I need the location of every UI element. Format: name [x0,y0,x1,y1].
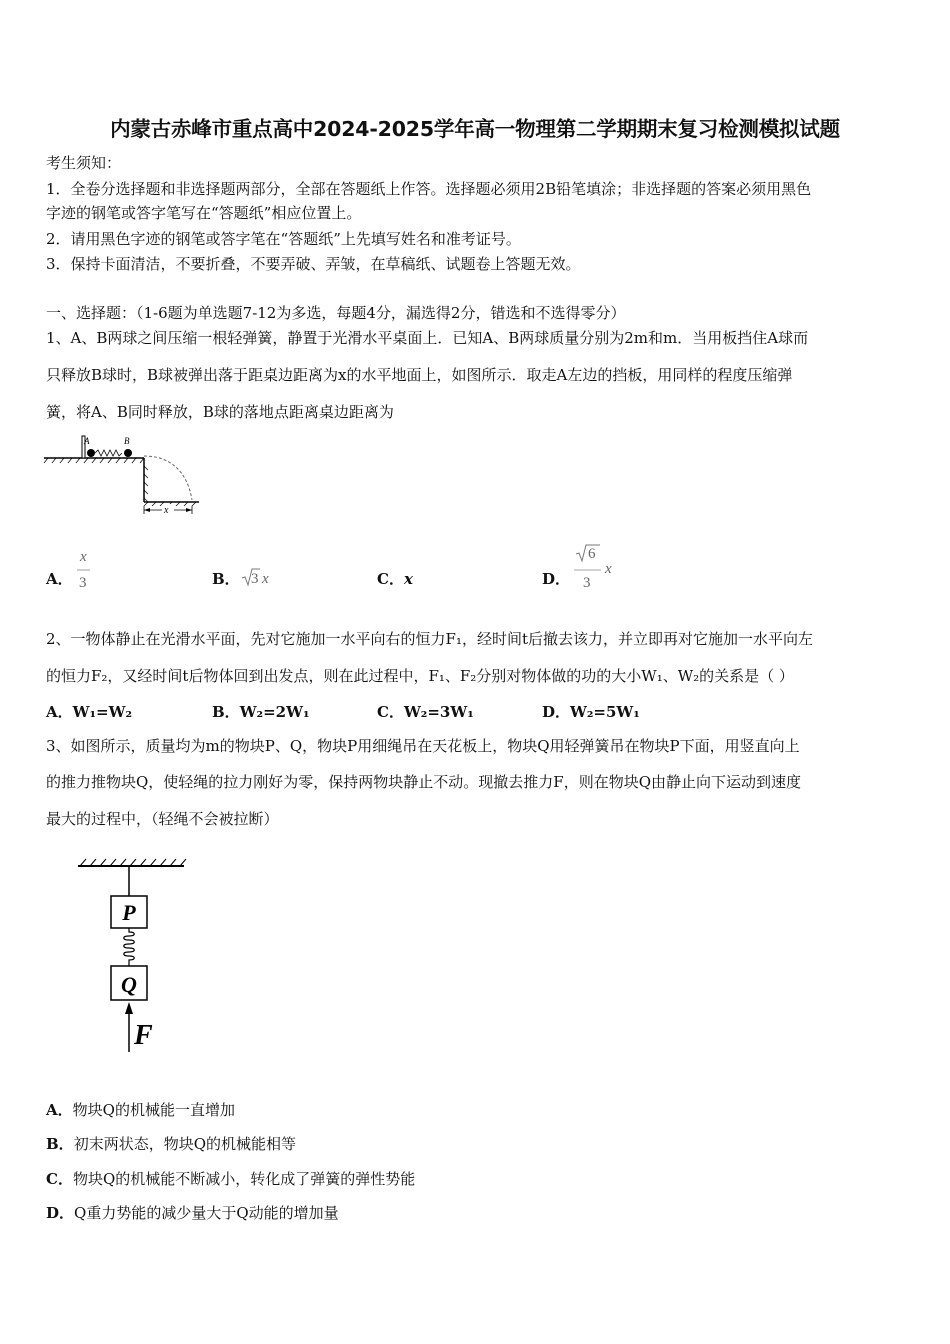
option-letter: D． [46,1204,75,1222]
notice-heading: 考生须知： [46,154,122,172]
notice-item: 1．全卷分选择题和非选择题两部分，全部在答题纸上作答。选择题必须用2B铅笔填涂；非选择题的答案必须用黑色 [46,180,812,198]
option-b-radicand: 3 [251,571,259,587]
label-p: P [122,900,136,925]
option-letter: B． [46,1135,74,1153]
option-text: 初末两状态，物块Q的机械能相等 [73,1135,296,1153]
option-letter: A． [46,1101,73,1119]
fraction-bar [574,569,602,572]
label-a: A [84,436,90,446]
q3-text-line: 最大的过程中，（轻绳不会被拉断） [46,810,279,828]
option-c-value: x [403,570,413,588]
option-letter: D． [542,570,571,588]
q2-text-line: 2、一物体静止在光滑水平面，先对它施加一水平向右的恒力F₁，经时间t后撤去该力，并立即再对它施加一水平向左 [46,630,813,648]
q3-text-line: 的推力推物块Q，使轻绳的拉力刚好为零，保持两物块静止不动。现撤去推力F，则在物块Q由静止向下运动到速度 [46,773,802,791]
option-letter: C． [377,570,404,588]
q1-figure-table-spring [44,430,204,520]
option-d-denominator: 3 [583,575,591,591]
label-x: x [164,505,169,516]
option-letter: C． [377,703,404,721]
q1-text-line: 只释放B球时，B球被弹出落于距桌边距离为x的水平地面上，如图所示．取走A左边的挡板，用同样的程度压缩弹 [46,366,793,384]
option-letter: D． [542,703,571,721]
q1-text-line: 簧，将A、B同时释放，B球的落地点距离桌边距离为 [46,403,394,421]
notice-item: 3．保持卡面清洁，不要折叠，不要弄破、弄皱，在草稿纸、试题卷上答题无效。 [46,255,581,273]
option-letter: B． [212,570,240,588]
option-d-radicand: 6 [588,546,596,562]
q1-text-line: 1、A、B两球之间压缩一根轻弹簧，静置于光滑水平桌面上．已知A、B两球质量分别为2m和m．当用板挡住A球而 [46,329,809,347]
label-f: F [134,1020,153,1051]
option-letter: A． [46,570,73,588]
label-q: Q [121,972,137,997]
option-text: 物块Q的机械能不断减小，转化成了弹簧的弹性势能 [72,1170,416,1188]
option-b-variable: x [262,571,269,587]
option-text: Q重力势能的减少量大于Q动能的增加量 [74,1204,339,1222]
option-letter: A． [46,703,73,721]
q3-text-line: 3、如图所示，质量均为m的物块P、Q，物块P用细绳吊在天花板上，物块Q用轻弹簧吊在物块P下面，用竖直向上 [46,737,800,755]
option-text: W₁=W₂ [72,703,133,721]
section-heading: 一、选择题：（1-6题为单选题7-12为多选，每题4分，漏选得2分，错选和不选得零分） [46,304,626,322]
option-a-denominator: 3 [79,575,87,591]
option-text: W₂=5W₁ [570,703,640,721]
option-letter: B． [212,703,240,721]
notice-item: 字迹的钢笔或答字笔写在“答题纸”相应位置上。 [46,204,362,222]
fraction-bar [77,569,91,572]
option-text: W₂=3W₁ [403,703,474,721]
option-text: 物块Q的机械能一直增加 [72,1101,235,1119]
q2-text-line: 的恒力F₂，又经时间t后物体回到出发点，则在此过程中，F₁、F₂分别对物体做的功的大小W₁、W₂的关系是（ ） [46,667,794,685]
option-d-variable: x [605,561,612,577]
option-text: W₂=2W₁ [239,703,310,721]
q3-figure-blocks [74,856,194,1056]
notice-item: 2．请用黑色字迹的钢笔或答字笔在“答题纸”上先填写姓名和准考证号。 [46,230,521,248]
page-title: 内蒙古赤峰市重点高中2024-2025学年高一物理第二学期期末复习检测模拟试题 [110,117,840,141]
option-a-numerator: x [80,549,87,565]
option-letter: C． [46,1170,73,1188]
label-b: B [124,436,130,446]
